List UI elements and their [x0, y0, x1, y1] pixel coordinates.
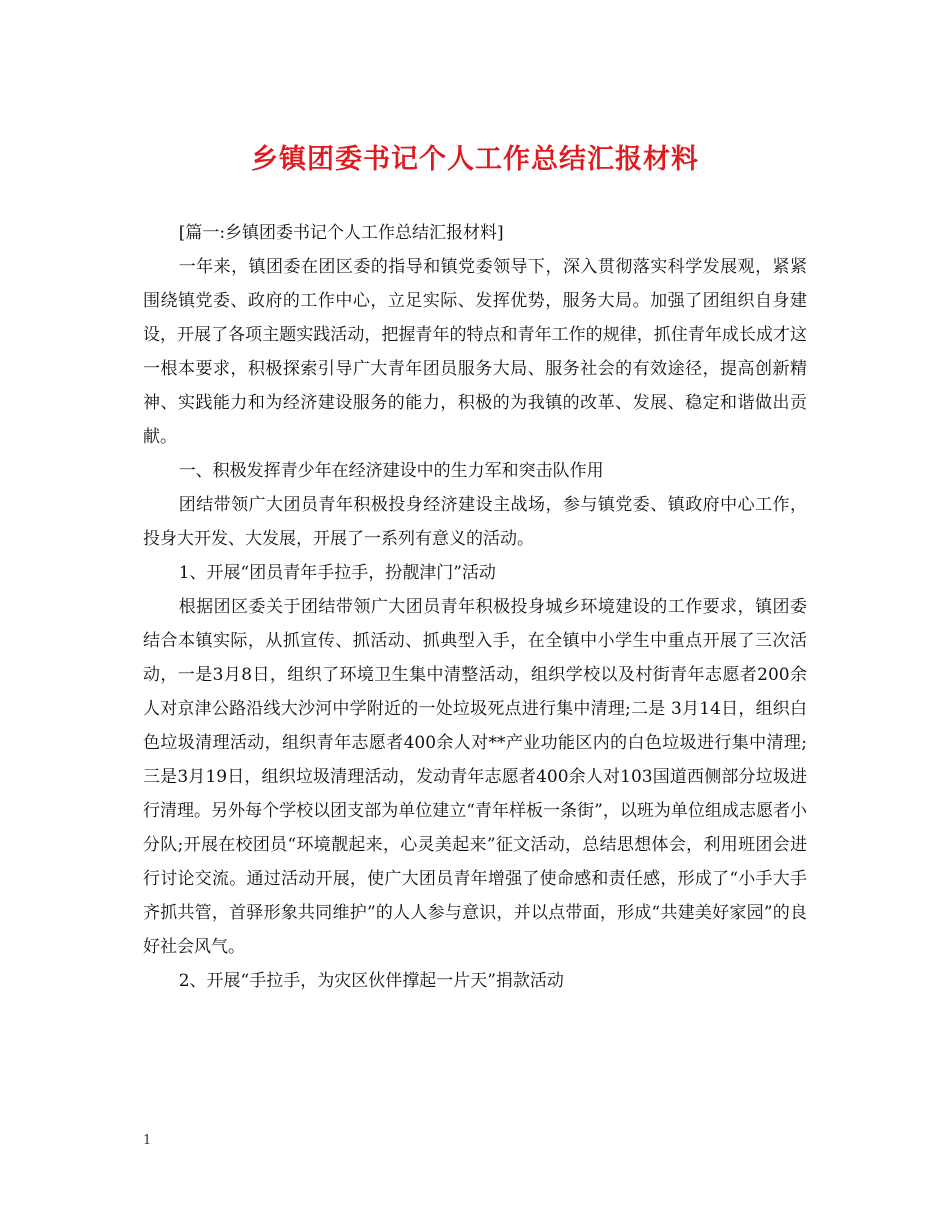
subsection-heading: 2、开展“手拉手，为灾区伙伴撑起一片天”捐款活动 — [178, 971, 564, 991]
body-paragraph: 团结带领广大团员青年积极投身经济建设主战场，参与镇党委、镇政府中心工作，投身大开发、大发展，开展了一系列有意义的活动。 — [143, 495, 807, 549]
page-number: 1 — [143, 1133, 152, 1148]
body-paragraph: 根据团区委关于团结带领广大团员青年积极投身城乡环境建设的工作要求，镇团委结合本镇实际，从抓宣传、抓活动、抓典型入手，在全镇中小学生中重点开展了三次活动，一是3月8日，组织了环境卫生集中清整活动，组织学校以及村街青年志愿者200余人对京津公路沿线大沙河中学附近的一处垃圾死点进行集中清理;二是 3月14日，组织白色垃圾清理活动，组织青年志愿者400余人对**产业功能区内的白色垃圾进行集中清理;三是3月19日，组织垃圾清理活动，发动青年志愿者400余人对103国道西侧部分垃圾进行清理。另外每个学校以团支部为单位建立“青年样板一条街”，以班为单位组成志愿者小分队;开展在校团员“环境靓起来，心灵美起来”征文活动，总结思想体会，利用班团会进行讨论交流。通过活动开展，使广大团员青年增强了使命感和责任感，形成了“小手大手齐抓共管，首驿形象共同维护”的人人参与意识，并以点带面，形成“共建美好家园”的良好社会风气。 — [143, 597, 807, 957]
document-body — [143, 216, 807, 998]
subsection-heading: 1、开展“团员青年手拉手，扮靓津门”活动 — [178, 563, 496, 583]
section-heading: 一、积极发挥青少年在经济建设中的生力军和突击队作用 — [178, 461, 604, 481]
document-title: 乡镇团委书记个人工作总结汇报材料 — [251, 144, 699, 175]
body-paragraph: 一年来，镇团委在团区委的指导和镇党委领导下，深入贯彻落实科学发展观，紧紧围绕镇党委、政府的工作中心，立足实际、发挥优势，服务大局。加强了团组织自身建设，开展了各项主题实践活动，把握青年的特点和青年工作的规律，抓住青年成长成才这一根本要求，积极探索引导广大青年团员服务大局、服务社会的有效途径，提高创新精神、实践能力和为经济建设服务的能力，积极的为我镇的改革、发展、稳定和谐做出贡献。 — [143, 257, 807, 447]
section-heading: [篇一:乡镇团委书记个人工作总结汇报材料] — [178, 223, 504, 243]
